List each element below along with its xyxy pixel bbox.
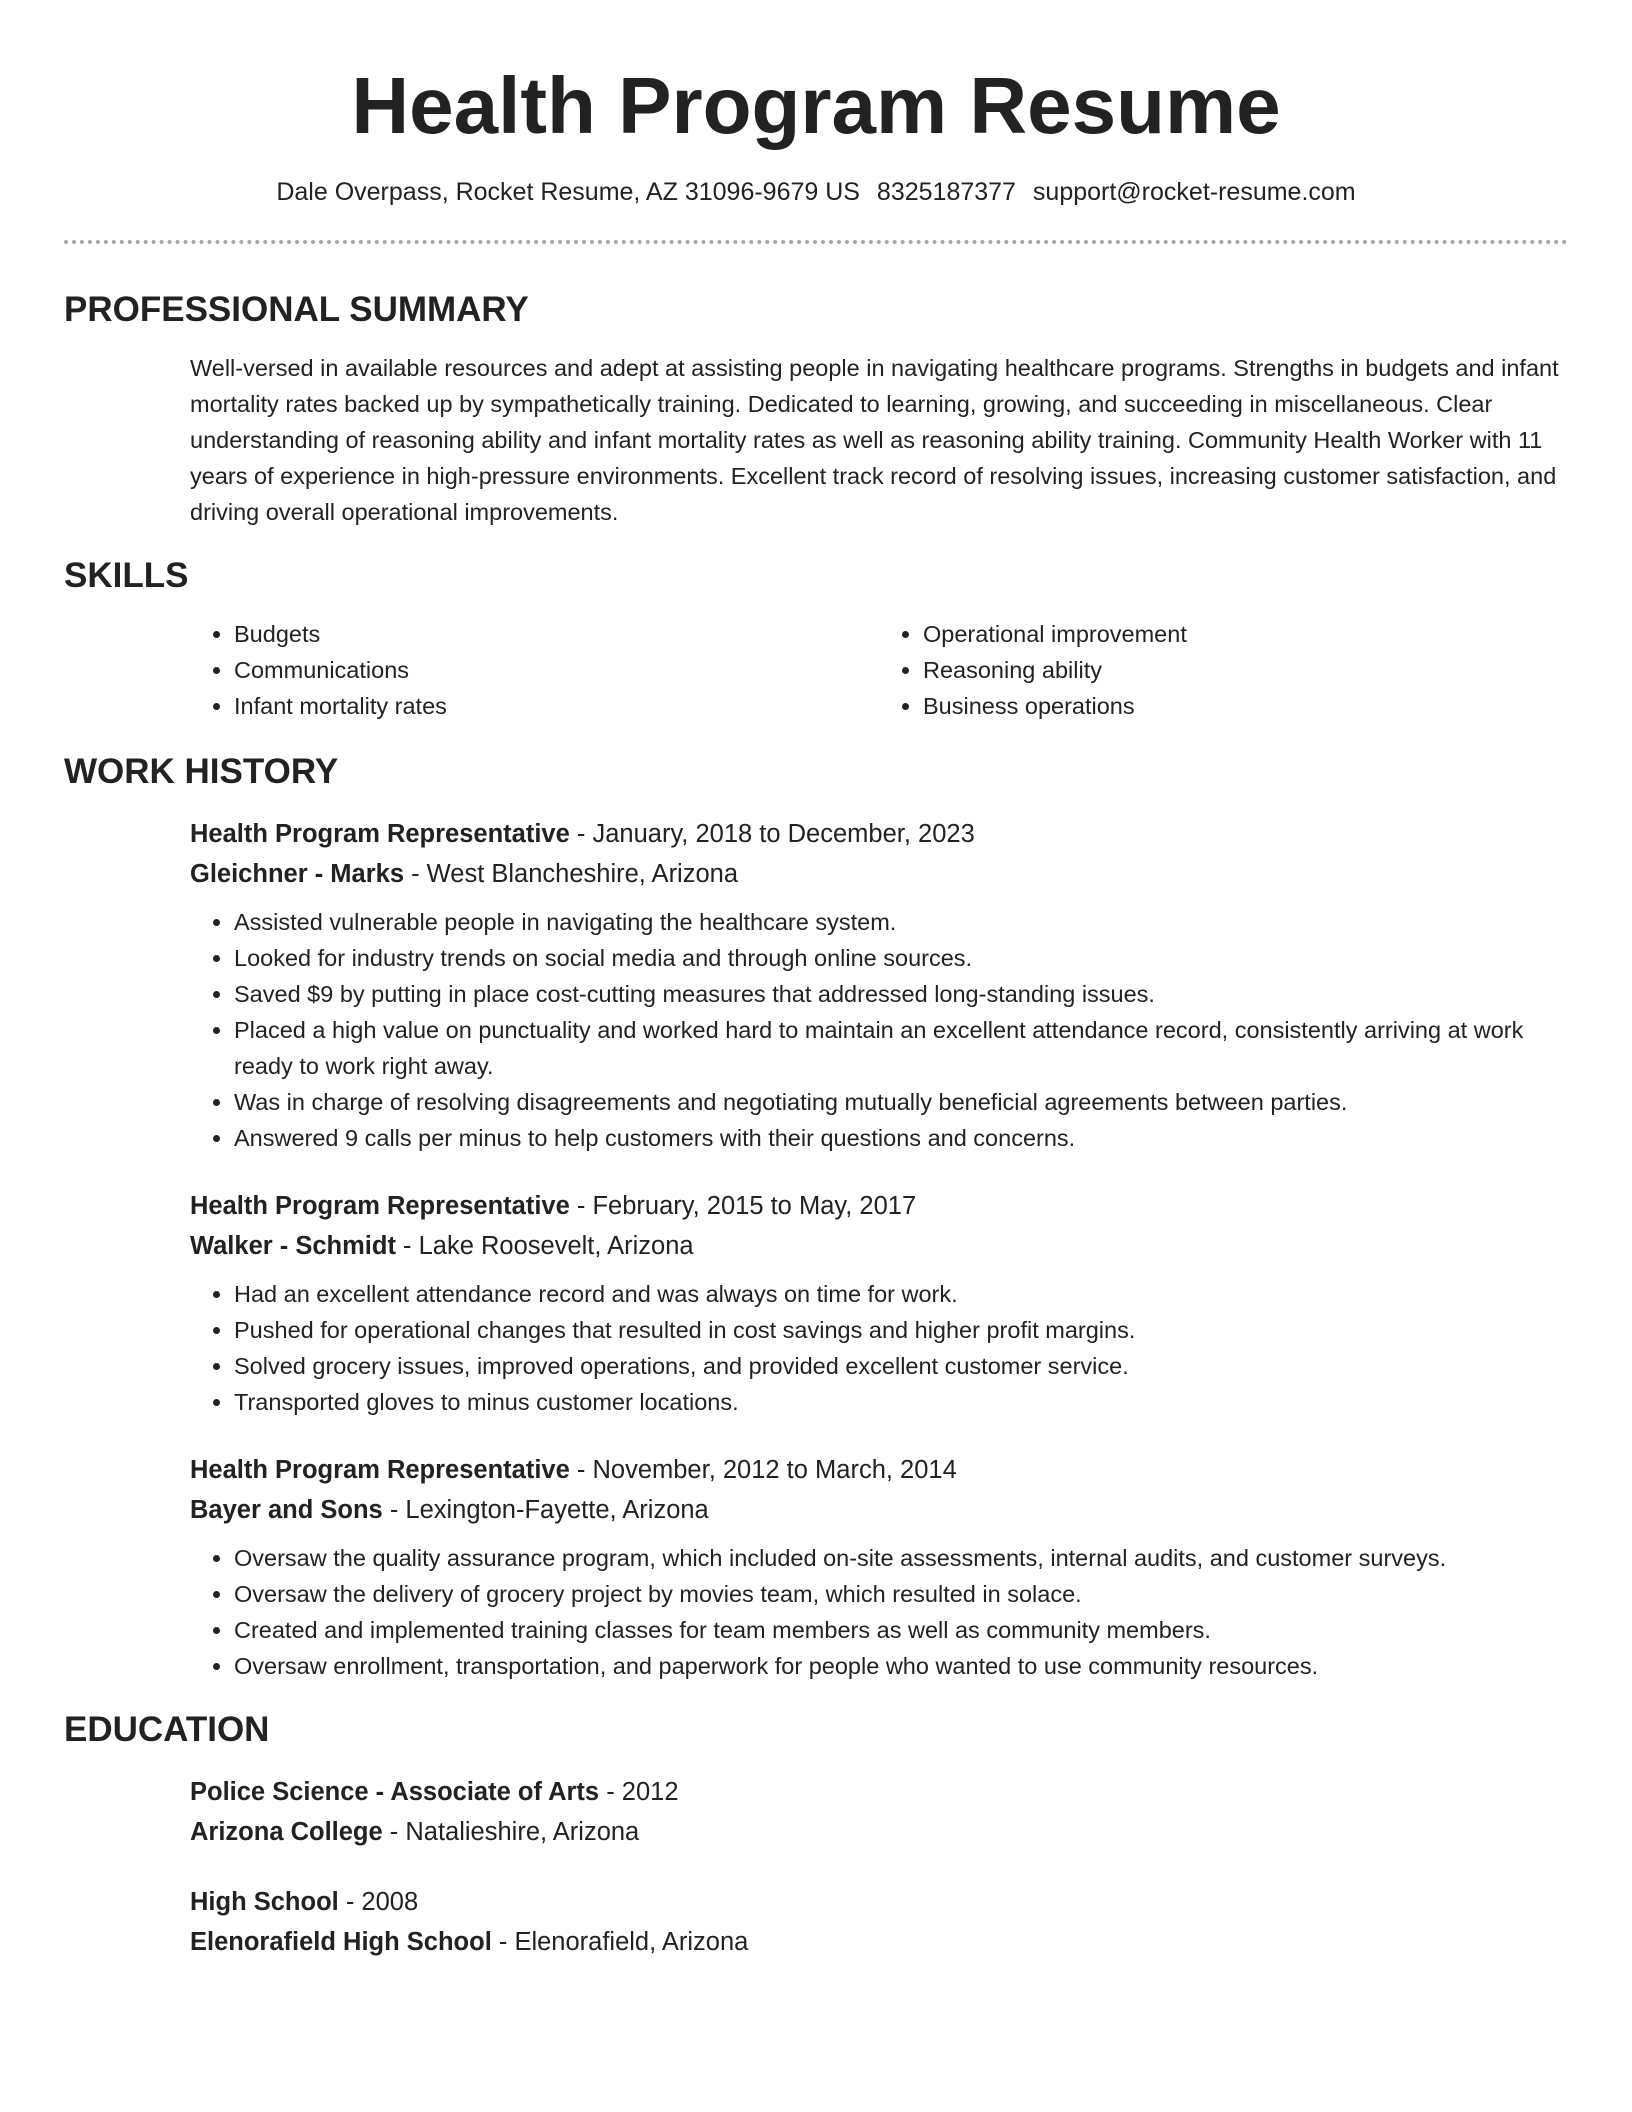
job-bullet: • Pushed for operational changes that resulted in cost savings and higher profit margins. [234,1312,1568,1348]
job-location: - Lake Roosevelt, Arizona [395,1232,694,1260]
education-degree-line [190,1772,1568,1812]
skills-list [190,616,1568,724]
job-title-line [190,814,1568,854]
contact-address: Dale Overpass, Rocket Resume, AZ 31096-9679 US [276,178,860,206]
education-degree: Police Science - Associate of Arts [190,1778,600,1806]
job-company: Walker - Schmidt [190,1232,396,1260]
skills-column-right [879,616,1568,724]
job-bullet: • Oversaw the quality assurance program, which included on-site assessments, internal audits, and customer surveys. [234,1540,1568,1576]
resume-title: Health Program Resume [351,61,1281,150]
job-title: Health Program Representative [190,820,570,848]
education-location: - Natalieshire, Arizona [382,1818,640,1846]
contact-email: support@rocket-resume.com [1032,178,1356,206]
education-school-line [190,1922,1568,1962]
summary-text: Well-versed in available resources and adept at assisting people in navigating healthcare programs. Strengths in budgets and infant mortality rates backed up by sympathetically training. Dedicated to learning, growing, and succeeding in miscellaneous. Clear understanding of reasoning ability and infant mortality rates as well as reasoning ability training. Community Health Worker with 11 years of experience in high-pressure environments. Excellent track record of resolving issues, increasing customer satisfaction, and driving overall operational improvements. [190,355,1559,525]
skill-item: • Budgets [234,616,879,652]
job-title: Health Program Representative [190,1456,570,1484]
education-location: - Elenorafield, Arizona [491,1928,749,1956]
job-bullet: • Transported gloves to minus customer locations. [234,1384,1568,1420]
education-degree: High School [190,1888,339,1916]
job-location: - Lexington-Fayette, Arizona [382,1496,709,1524]
job-bullet: • Was in charge of resolving disagreements and negotiating mutually beneficial agreements between parties. [234,1084,1568,1120]
education-school: Arizona College [190,1818,383,1846]
contact-line [64,176,1568,208]
header-divider [64,240,1568,244]
job-title-line [190,1450,1568,1490]
skills-column-left [190,616,879,724]
job-dates: - November, 2012 to March, 2014 [569,1456,957,1484]
job-dates: - January, 2018 to December, 2023 [569,820,975,848]
summary-heading: PROFESSIONAL SUMMARY [64,290,529,329]
education-degree-line [190,1882,1568,1922]
education-entry [190,1772,1568,1852]
contact-phone: 8325187377 [876,178,1016,206]
skill-item: • Reasoning ability [923,652,1568,688]
job-bullet: • Answered 9 calls per minus to help customers with their questions and concerns. [234,1120,1568,1156]
job-bullet: • Assisted vulnerable people in navigating the healthcare system. [234,904,1568,940]
skill-item: • Infant mortality rates [234,688,879,724]
education-school-line [190,1812,1568,1852]
job-title: Health Program Representative [190,1192,570,1220]
job-dates: - February, 2015 to May, 2017 [569,1192,917,1220]
job-bullet: • Placed a high value on punctuality and worked hard to maintain an excellent attendance record, consistently arriving at work ready to work right away. [234,1012,1568,1084]
job-bullet: • Oversaw the delivery of grocery project by movies team, which resulted in solace. [234,1576,1568,1612]
skill-item: • Operational improvement [923,616,1568,652]
education-year: - 2012 [599,1778,679,1806]
job-location: - West Blancheshire, Arizona [404,860,739,888]
job-company: Bayer and Sons [190,1496,383,1524]
job-bullet-list [190,904,1568,1156]
education-year: - 2008 [338,1888,419,1916]
job-bullet: • Had an excellent attendance record and was always on time for work. [234,1276,1568,1312]
education-school: Elenorafield High School [190,1928,492,1956]
job-bullet-list [190,1540,1568,1684]
education-heading: EDUCATION [64,1710,270,1749]
job-entry [190,1450,1568,1684]
education-entry [190,1882,1568,1962]
skill-item: • Business operations [923,688,1568,724]
skills-heading: SKILLS [64,556,189,595]
job-bullet: • Created and implemented training classes for team members as well as community members. [234,1612,1568,1648]
job-company: Gleichner - Marks [190,860,404,888]
job-bullet: • Saved $9 by putting in place cost-cutting measures that addressed long-standing issues. [234,976,1568,1012]
job-company-line [190,854,1568,894]
job-bullet: • Solved grocery issues, improved operations, and provided excellent customer service. [234,1348,1568,1384]
skill-item: • Communications [234,652,879,688]
job-company-line [190,1226,1568,1266]
job-company-line [190,1490,1568,1530]
job-bullet: • Looked for industry trends on social media and through online sources. [234,940,1568,976]
job-title-line [190,1186,1568,1226]
job-entry [190,1186,1568,1420]
job-entry [190,814,1568,1156]
job-bullet: • Oversaw enrollment, transportation, and paperwork for people who wanted to use community resources. [234,1648,1568,1684]
work-heading: WORK HISTORY [64,752,339,791]
job-bullet-list [190,1276,1568,1420]
